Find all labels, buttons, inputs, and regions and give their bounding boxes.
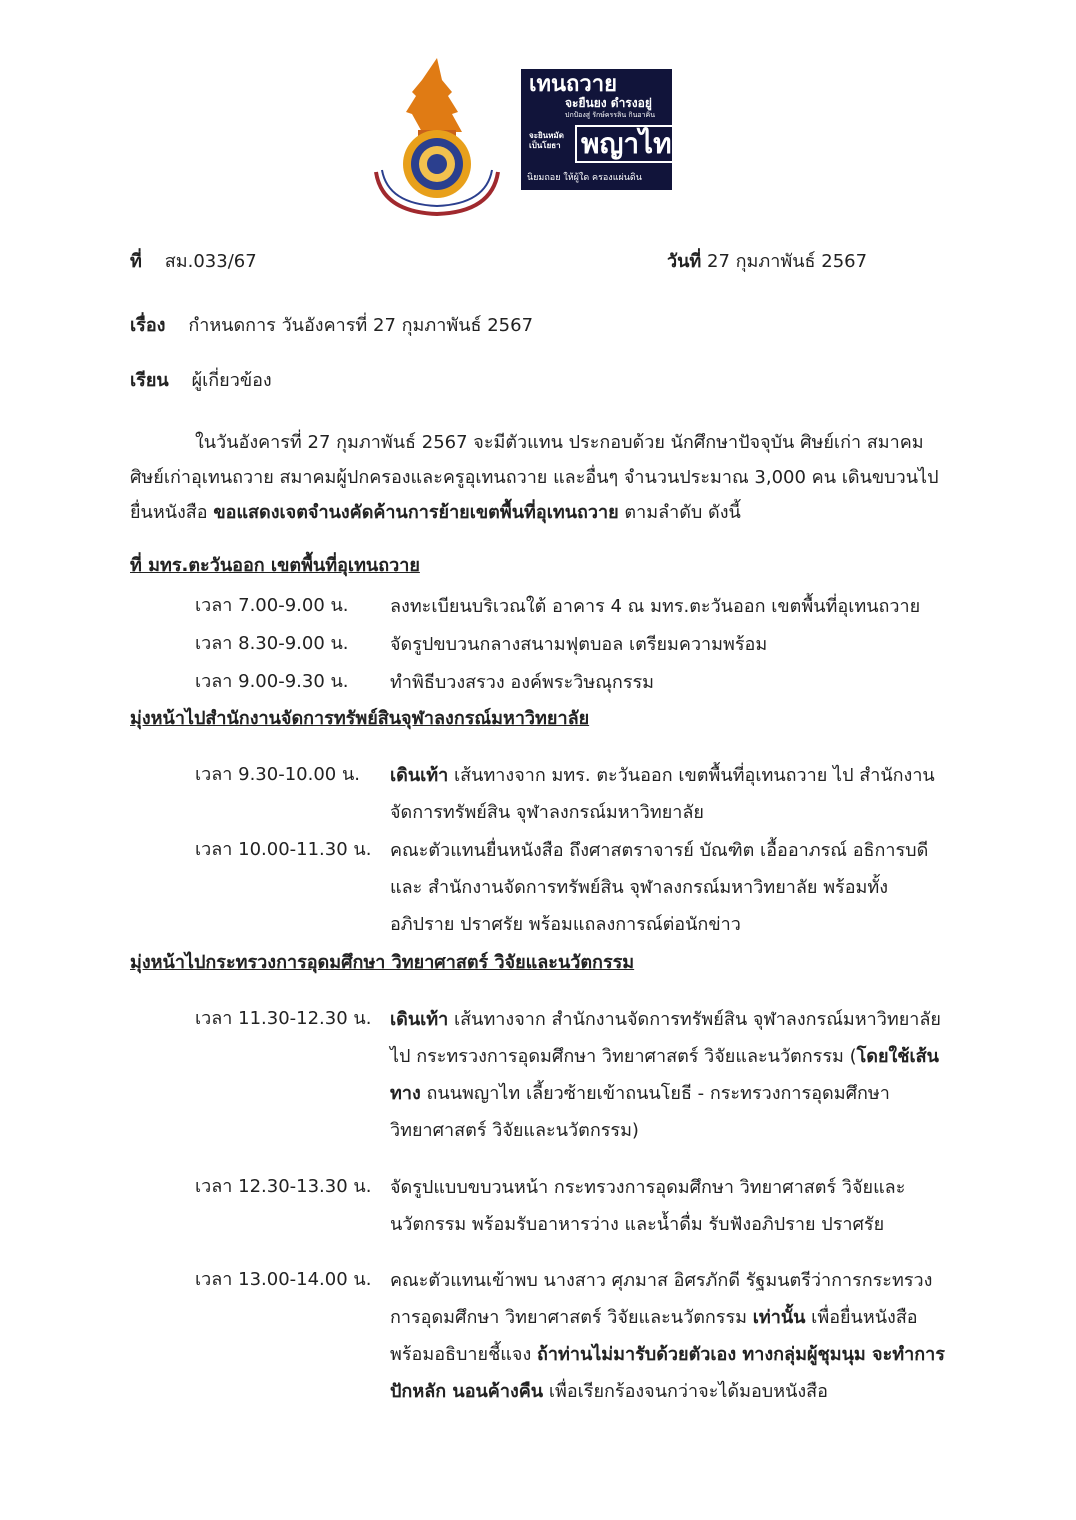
reference-line	[130, 250, 257, 274]
reference-label: ที่	[130, 251, 142, 272]
subject-value: กำหนดการ วันอังคารที่ 27 กุมภาพันธ์ 2567	[188, 315, 534, 336]
section-heading-2: มุ่งหน้าไปสำนักงานจัดการทรัพย์สินจุฬาลงกรณ์มหาวิทยาลัย	[130, 708, 590, 729]
subject-line	[130, 314, 533, 338]
campaign-logo-line4: จะยินหมัด เป็นโยธา	[529, 131, 564, 150]
schedule-desc-bold: เท่านั้น	[752, 1307, 806, 1328]
intro-text-2: ตามลำดับ ดังนี้	[618, 502, 741, 523]
campaign-logo-line1: เทนถวาย	[529, 72, 617, 97]
date-value: 27 กุมภาพันธ์ 2567	[707, 251, 868, 272]
schedule-desc-text: คณะตัวแทนเข้าพบ นางสาว ศุภมาส อิศรภักดี รัฐมนตรีว่าการกระทรวงการอุดมศึกษา วิทยาศาสตร์ วิจัยและนวัตกรรม	[390, 1270, 933, 1328]
schedule-desc	[390, 1262, 950, 1410]
schedule-desc: ลงทะเบียนบริเวณใต้ อาคาร 4 ณ มทร.ตะวันออก เขตพื้นที่อุเทนถวาย	[390, 596, 921, 617]
recipient-label: เรียน	[130, 370, 169, 391]
schedule-desc: ทำพิธีบวงสรวง องค์พระวิษณุกรรม	[390, 672, 655, 693]
schedule-time: เวลา 9.30-10.00 น.	[195, 764, 360, 785]
campaign-logo-line3: ปกป้องสู่ รักษ์ครรลิน กินอาคิน	[565, 111, 655, 119]
schedule-desc-bold: เดินเท้า	[390, 1009, 449, 1030]
campaign-logo-line6: นิยมถอย ให้ผู้ใด ครองแผ่นดิน	[527, 173, 642, 183]
schedule-desc-text-3: เพื่อเรียกร้องจนกว่าจะได้มอบหนังสือ	[543, 1381, 828, 1402]
section-heading-3: มุ่งหน้าไปกระทรวงการอุดมศึกษา วิทยาศาสตร์ วิจัยและนวัตกรรม	[130, 952, 635, 973]
schedule-time: เวลา 9.00-9.30 น.	[195, 671, 349, 692]
schedule-time: เวลา 11.30-12.30 น.	[195, 1008, 372, 1029]
date-label: วันที่	[667, 251, 702, 272]
schedule-time: เวลา 7.00-9.00 น.	[195, 595, 349, 616]
schedule-desc	[390, 757, 950, 831]
recipient-line	[130, 369, 272, 393]
schedule-desc: จัดรูปแบบขบวนหน้า กระทรวงการอุดมศึกษา วิทยาศาสตร์ วิจัยและนวัตกรรม พร้อมรับอาหารว่าง และน้ำดื่ม รับฟังอภิปราย ปราศรัย	[390, 1177, 906, 1235]
schedule-desc-text-2: ถนนพญาไท เลี้ยวซ้ายเข้าถนนโยธี - กระทรวงการอุดมศึกษา วิทยาศาสตร์ วิจัยและนวัตกรรม)	[390, 1083, 890, 1141]
subject-label: เรื่อง	[130, 315, 166, 336]
reference-number: สม.033/67	[164, 251, 257, 272]
intro-text-1: ในวันอังคารที่ 27 กุมภาพันธ์ 2567 จะมีตัวแทน ประกอบด้วย นักศึกษาปัจจุบัน ศิษย์เก่า สมาคมศิษย์เก่าอุเทนถวาย สมาคมผู้ปกครองและครูอุเทนถวาย และอื่นๆ จำนวนประมาณ 3,000 คน เดินขบวนไปยื่นหนังสือ	[130, 432, 939, 523]
intro-bold: ขอแสดงเจตจำนงคัดค้านการย้ายเขตพื้นที่อุเทนถวาย	[213, 502, 619, 523]
schedule-time: เวลา 8.30-9.00 น.	[195, 633, 349, 654]
campaign-logo	[521, 69, 672, 190]
schedule-desc: จัดรูปขบวนกลางสนามฟุตบอล เตรียมความพร้อม	[390, 634, 768, 655]
university-seal-logo	[362, 52, 512, 222]
schedule-desc-bold-2: ถ้าท่านไม่มารับด้วยตัวเอง ทางกลุ่มผู้ชุมนุม จะทำการปักหลัก นอนค้างคืน	[390, 1344, 945, 1402]
schedule-desc	[390, 1001, 950, 1149]
schedule-desc-bold: เดินเท้า	[390, 765, 449, 786]
schedule-time: เวลา 13.00-14.00 น.	[195, 1269, 372, 1290]
schedule-desc-text-2: เพื่อยื่นหนังสือ พร้อมอธิบายชี้แจง	[390, 1307, 918, 1365]
section-heading-1: ที่ มทร.ตะวันออก เขตพื้นที่อุเทนถวาย	[130, 555, 420, 576]
schedule-desc-text: เส้นทางจาก สำนักงานจัดการทรัพย์สิน จุฬาลงกรณ์มหาวิทยาลัย ไป กระทรวงการอุดมศึกษา วิทยาศาสตร์ วิจัยและนวัตกรรม (	[390, 1009, 941, 1067]
schedule-time: เวลา 12.30-13.30 น.	[195, 1176, 372, 1197]
recipient-value: ผู้เกี่ยวข้อง	[191, 370, 272, 391]
intro-paragraph	[130, 425, 950, 530]
schedule-desc-bold-2: โดยใช้เส้นทาง	[390, 1046, 939, 1104]
campaign-logo-line2: จะยืนยง ดำรงอยู่	[565, 96, 652, 110]
campaign-logo-line5: พญาไท	[575, 125, 672, 163]
schedule-desc-text: เส้นทางจาก มทร. ตะวันออก เขตพื้นที่อุเทนถวาย ไป สำนักงานจัดการทรัพย์สิน จุฬาลงกรณ์มหาวิทยาลัย	[390, 765, 935, 823]
date-line	[667, 250, 867, 274]
schedule-desc: คณะตัวแทนยื่นหนังสือ ถึงศาสตราจารย์ บัณฑิต เอื้ออาภรณ์ อธิการบดี และ สำนักงานจัดการทรัพย์สิน จุฬาลงกรณ์มหาวิทยาลัย พร้อมทั้งอภิปราย ปราศรัย พร้อมแถลงการณ์ต่อนักข่าว	[390, 840, 929, 935]
schedule-time: เวลา 10.00-11.30 น.	[195, 839, 372, 860]
